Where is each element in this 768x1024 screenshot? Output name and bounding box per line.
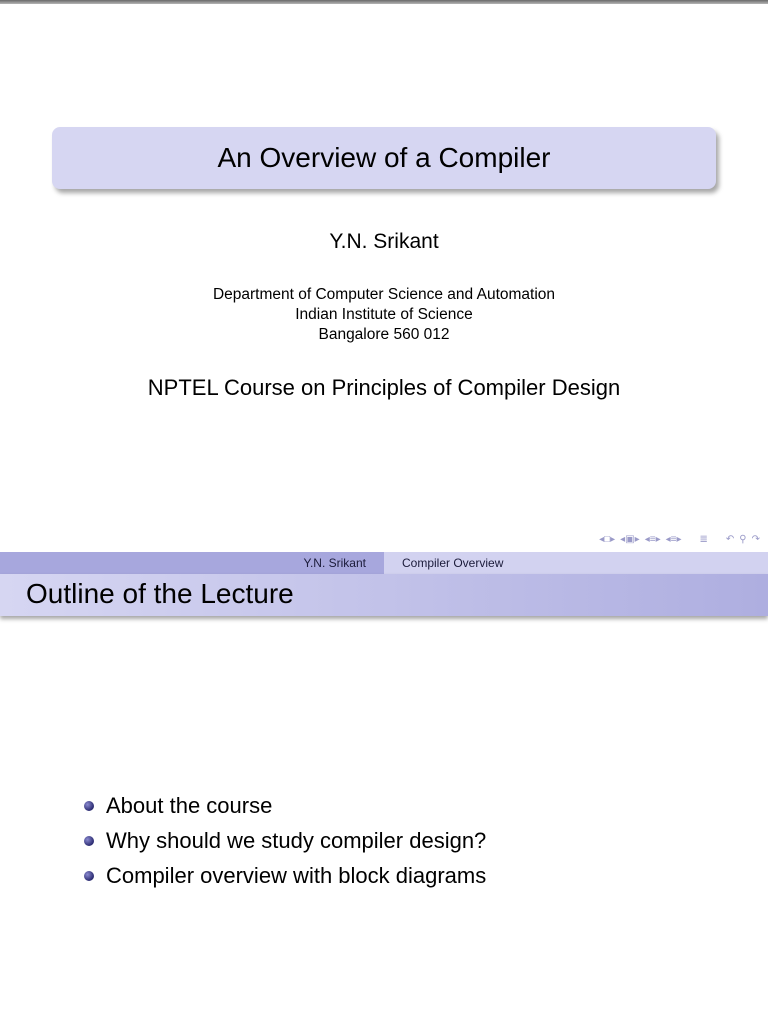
list-item: About the course — [84, 788, 486, 823]
footer-short-title: Compiler Overview — [384, 552, 768, 574]
list-item: Why should we study compiler design? — [84, 823, 486, 858]
outline-bullet-list — [84, 788, 486, 893]
nav-slide-icon[interactable]: ◂□▸ — [599, 533, 616, 545]
bullet-ball-icon — [84, 836, 94, 846]
course-name: NPTEL Course on Principles of Compiler Design — [147, 375, 621, 400]
frame-title: Outline of the Lecture — [26, 578, 294, 609]
nav-frame-icon[interactable]: ◂▣▸ — [620, 533, 640, 545]
affiliation-line: Bangalore 560 012 — [318, 326, 450, 343]
affiliation — [0, 285, 768, 345]
affiliation-line: Department of Computer Science and Automation — [212, 286, 556, 303]
nav-subsection-icon[interactable]: ◂≡▸ — [644, 533, 661, 545]
affiliation-line: Indian Institute of Science — [295, 306, 473, 323]
footer-author: Y.N. Srikant — [0, 552, 384, 574]
list-item: Compiler overview with block diagrams — [84, 858, 486, 893]
slide-title-box — [52, 127, 716, 189]
footer-bar — [0, 552, 768, 574]
beamer-navigation-bar — [599, 531, 760, 547]
slide-title: An Overview of a Compiler — [217, 142, 551, 173]
nav-back-icon[interactable]: ↶ — [725, 533, 735, 545]
nav-search-icon[interactable]: ⚲ — [739, 533, 747, 545]
bullet-ball-icon — [84, 801, 94, 811]
frame-title-bar — [0, 574, 768, 616]
nav-outline-icon[interactable]: ≣ — [699, 533, 708, 545]
nav-section-icon[interactable]: ◂≡▸ — [665, 533, 682, 545]
top-edge-bar — [0, 0, 768, 4]
bullet-ball-icon — [84, 871, 94, 881]
author-name: Y.N. Srikant — [329, 230, 439, 253]
nav-forward-icon[interactable]: ↷ — [751, 533, 760, 545]
